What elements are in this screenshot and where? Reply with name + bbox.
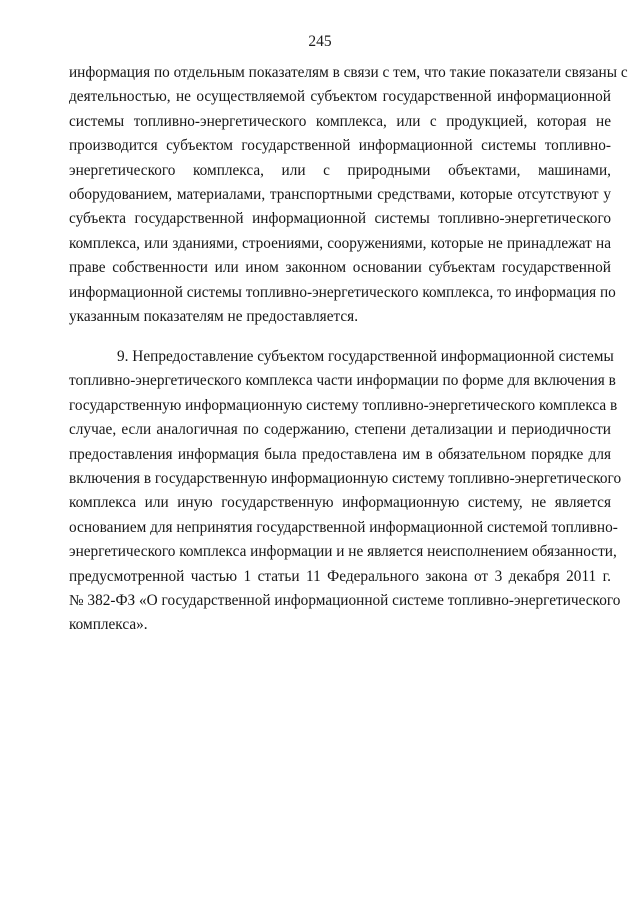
text-line: основанием для непринятия государственной информационной системой топливно-	[69, 518, 618, 536]
text-line: комплекса».	[69, 616, 148, 634]
text-line: энергетического комплекса информации и не является неисполнением обязанности,	[69, 543, 617, 561]
text-line: информация по отдельным показателям в связи с тем, что такие показатели связаны с	[69, 64, 628, 81]
paragraph-continuation	[69, 61, 628, 329]
text-line: энергетического комплекса, или с природными объектами, машинами,	[69, 161, 611, 179]
text-line: комплекса, или зданиями, строениями, сооружениями, которые не принадлежат на	[69, 234, 611, 252]
text-line: праве собственности или ином законном основании субъектам государственной	[69, 259, 611, 277]
text-line: 9. Непредоставление субъектом государственной информационной системы	[117, 348, 614, 365]
text-line: оборудованием, материалами, транспортными средствами, которые отсутствуют у	[69, 185, 611, 203]
text-line: предоставления информация была предоставлена им в обязательном порядке для	[69, 445, 611, 463]
text-line: производится субъектом государственной информационной системы топливно-	[69, 137, 611, 155]
text-line: предусмотренной частью 1 статьи 11 Федерального закона от 3 декабря 2011 г.	[69, 567, 611, 585]
text-line: топливно-энергетического комплекса части информации по форме для включения в	[69, 372, 616, 390]
text-line: включения в государственную информационную систему топливно-энергетического	[69, 469, 622, 487]
text-line: системы топливно-энергетического комплекса, или с продукцией, которая не	[69, 112, 611, 130]
text-line: указанным показателям не предоставляется.	[69, 307, 359, 325]
text-line: субъекта государственной информационной системы топливно-энергетического	[69, 210, 611, 228]
text-line: комплекса или иную государственную информационную систему, не является	[69, 494, 611, 512]
text-line: случае, если аналогичная по содержанию, степени детализации и периодичности	[69, 421, 611, 439]
text-line: № 382-ФЗ «О государственной информационной системе топливно-энергетического	[69, 591, 621, 609]
text-line: деятельностью, не осуществляемой субъектом государственной информационной	[69, 88, 611, 106]
text-line: информационной системы топливно-энергетического комплекса, то информация по	[69, 283, 616, 301]
text-line: государственную информационную систему топливно-энергетического комплекса в	[69, 396, 618, 414]
paragraph-9	[69, 345, 622, 638]
page-number: 245	[308, 33, 332, 50]
